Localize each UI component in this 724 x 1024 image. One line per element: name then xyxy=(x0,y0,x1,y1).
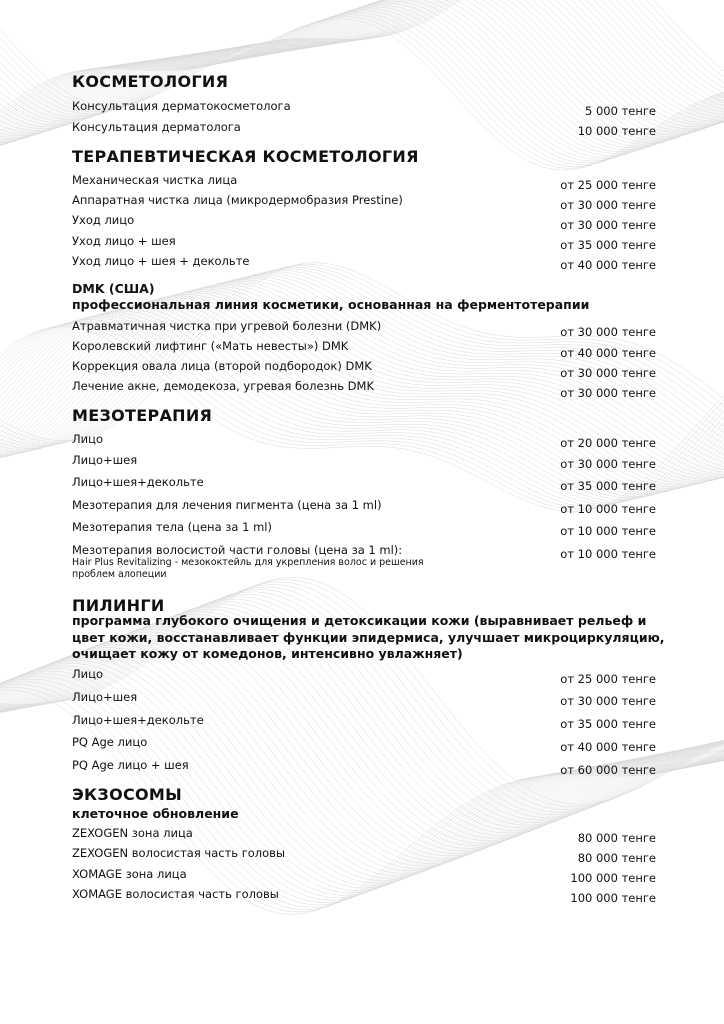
service-name: Мезотерапия для лечения пигмента (цена за 1 ml) xyxy=(72,498,382,512)
service-name: XOMAGE волосистая часть головы xyxy=(72,887,279,901)
service-price: от 35 000 тенге xyxy=(560,479,656,493)
service-price: от 30 000 тенге xyxy=(560,325,656,339)
service-price: от 30 000 тенге xyxy=(560,366,656,380)
service-price: от 35 000 тенге xyxy=(560,717,656,731)
service-price: от 30 000 тенге xyxy=(560,694,656,708)
service-price: от 40 000 тенге xyxy=(560,346,656,360)
service-name: XOMAGE зона лица xyxy=(72,867,187,881)
section-subtitle-exosomes: клеточное обновление xyxy=(72,806,239,821)
service-price: от 30 000 тенге xyxy=(560,386,656,400)
service-name: Мезотерапия волосистой части головы (цена за 1 ml): xyxy=(72,543,403,557)
service-price: 80 000 тенге xyxy=(577,831,656,845)
service-name: Атравматичная чистка при угревой болезни (DMK) xyxy=(72,319,382,333)
section-subtitle-peeling: программа глубокого очищения и детоксикации кожи (выравнивает рельеф и цвет кожи, восстанавливает функции эпидермиса, улучшает микроциркуляцию, очищает кожу от комедонов, интенсивно увлажняет) xyxy=(72,613,665,661)
service-price: от 30 000 тенге xyxy=(560,218,656,232)
service-price: 10 000 тенге xyxy=(577,124,656,138)
service-name: Уход лицо xyxy=(72,213,135,227)
section-title-mesotherapy: МЕЗОТЕРАПИЯ xyxy=(72,406,213,425)
service-name: ZEXOGEN зона лица xyxy=(72,826,193,840)
service-name: Лицо+шея xyxy=(72,453,138,467)
section-title-peeling: ПИЛИНГИ xyxy=(72,596,165,615)
service-price: 100 000 тенге xyxy=(570,891,656,905)
service-price: от 10 000 тенге xyxy=(560,502,656,516)
section-title-therapeutic: ТЕРАПЕВТИЧЕСКАЯ КОСМЕТОЛОГИЯ xyxy=(72,147,419,166)
service-price: от 10 000 тенге xyxy=(560,524,656,538)
service-name: Аппаратная чистка лица (микродермобразия Prestine) xyxy=(72,193,403,207)
section-subtitle-dmk: профессиональная линия косметики, основанная на ферментотерапии xyxy=(72,297,590,312)
section-title-dmk: DMK (США) xyxy=(72,281,155,296)
service-price: от 30 000 тенге xyxy=(560,198,656,212)
service-name: Королевский лифтинг («Мать невесты») DMK xyxy=(72,339,349,353)
service-name: Механическая чистка лица xyxy=(72,173,238,187)
service-name: Коррекция овала лица (второй подбородок) DMK xyxy=(72,359,372,373)
service-price: от 40 000 тенге xyxy=(560,740,656,754)
service-name: Мезотерапия тела (цена за 1 ml) xyxy=(72,520,272,534)
service-name: Лицо+шея+декольте xyxy=(72,475,204,489)
service-name: Уход лицо + шея + декольте xyxy=(72,254,250,268)
service-price: от 60 000 тенге xyxy=(560,763,656,777)
service-note: Hair Plus Revitalizing - мезококтейль для укрепления волос и решения проблем алопеции xyxy=(72,557,424,580)
service-name: Лицо+шея+декольте xyxy=(72,713,204,727)
service-name: PQ Age лицо + шея xyxy=(72,758,189,772)
service-name: Консультация дерматолога xyxy=(72,120,241,134)
section-title-exosomes: ЭКЗОСОМЫ xyxy=(72,785,183,804)
service-name: Консультация дерматокосметолога xyxy=(72,99,291,113)
service-name: Лицо xyxy=(72,432,103,446)
service-price: 100 000 тенге xyxy=(570,871,656,885)
service-name: Лицо+шея xyxy=(72,690,138,704)
service-price: 5 000 тенге xyxy=(585,104,656,118)
service-name: Лечение акне, демодекоза, угревая болезнь DMK xyxy=(72,379,374,393)
service-name: PQ Age лицо xyxy=(72,735,148,749)
service-price: от 30 000 тенге xyxy=(560,457,656,471)
service-price: от 25 000 тенге xyxy=(560,178,656,192)
service-price: от 35 000 тенге xyxy=(560,238,656,252)
service-price: от 20 000 тенге xyxy=(560,436,656,450)
section-title-cosmetology: КОСМЕТОЛОГИЯ xyxy=(72,72,229,91)
service-name: Лицо xyxy=(72,667,103,681)
service-price: от 25 000 тенге xyxy=(560,672,656,686)
service-name: ZEXOGEN волосистая часть головы xyxy=(72,846,286,860)
service-price: от 40 000 тенге xyxy=(560,258,656,272)
service-name: Уход лицо + шея xyxy=(72,234,176,248)
service-price: 80 000 тенге xyxy=(577,851,656,865)
service-price: от 10 000 тенге xyxy=(560,547,656,561)
